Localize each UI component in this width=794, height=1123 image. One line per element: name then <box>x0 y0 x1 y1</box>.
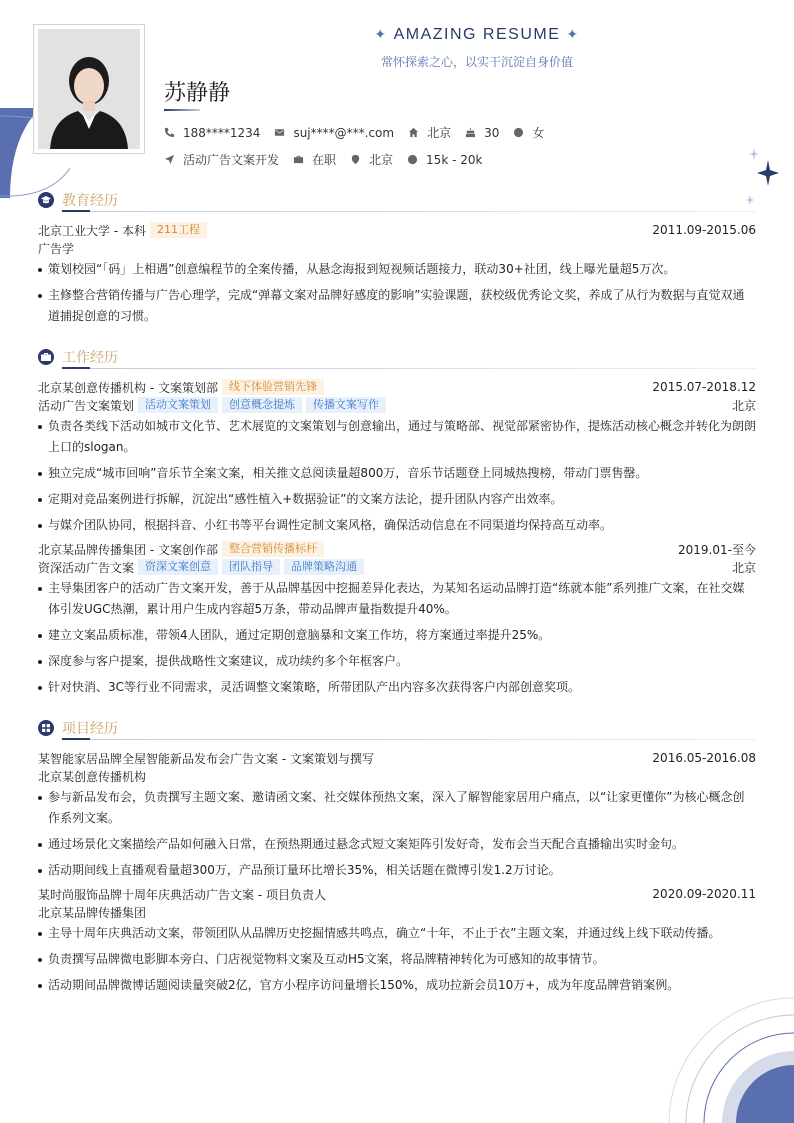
project-name: 某智能家居品牌全屋智能新品发布会广告文案 - 文案策划与撰写 <box>38 751 374 766</box>
face-icon <box>513 127 524 138</box>
resume-header-title <box>0 26 794 44</box>
age-info <box>465 126 499 140</box>
mail-icon <box>274 127 285 138</box>
briefcase-icon <box>38 349 54 365</box>
city-text: 北京 <box>427 126 452 140</box>
list-item: 负责撰写品牌微电影脚本旁白、门店视觉物料文案及互动H5文案，将品牌精神转化为可感知的故事情节。 <box>38 949 756 970</box>
email-text: suj****@***.com <box>293 125 395 140</box>
list-item: 主导十周年庆典活动文案，带领团队从品牌历史挖掘情感共鸣点，确立“十年，不止于衣”主题文案，并通过线上线下联动传播。 <box>38 923 756 944</box>
section-education-label: 教育经历 <box>62 193 118 209</box>
work-date: 2019.01-至今 <box>678 542 756 557</box>
location-pin-icon <box>350 154 361 165</box>
section-divider <box>62 739 756 740</box>
target-city-text: 北京 <box>369 153 394 167</box>
briefcase-icon <box>293 154 304 165</box>
list-item: 活动期间线上直播观看量超300万，产品预订量环比增长35%，相关话题在微博引发1.2万讨论。 <box>38 860 756 881</box>
skill-tag: 活动文案策划 <box>138 397 218 413</box>
target-city-info <box>350 151 393 168</box>
work-location: 北京 <box>731 560 756 575</box>
list-item: 策划校园“「码」上相遇”创意编程节的全案传播，从悬念海报到短视频话题接力，联动30+社团，线上曝光量超5万次。 <box>38 259 756 280</box>
money-icon <box>407 154 418 165</box>
list-item: 建立文案品质标准，带领4人团队，通过定期创意脑暴和文案工作坊，将方案通过率提升25%。 <box>38 625 756 646</box>
work-location: 北京 <box>731 398 756 413</box>
company-name: 北京某品牌传播集团 - 文案创作部 <box>38 542 218 557</box>
work-date: 2015.07-2018.12 <box>652 380 756 394</box>
phone-icon <box>164 127 175 138</box>
education-date: 2011.09-2015.06 <box>652 223 756 237</box>
star-icon: ✦ <box>374 26 388 42</box>
section-education-title <box>38 190 756 210</box>
work-entry-2 <box>38 540 756 703</box>
salary-info <box>407 153 482 167</box>
section-work-title <box>38 347 756 367</box>
company-name: 北京某创意传播机构 - 文案策划部 <box>38 380 218 395</box>
cake-icon <box>465 127 476 138</box>
job-info-row <box>164 151 496 168</box>
section-projects-label: 项目经历 <box>62 721 118 737</box>
header-title-text: AMAZING RESUME <box>393 26 561 43</box>
company-badge: 线下体验营销先锋 <box>222 379 324 395</box>
skill-tag: 传播文案写作 <box>306 397 386 413</box>
section-work-label: 工作经历 <box>62 350 118 366</box>
list-item: 参与新品发布会，负责撰写主题文案、邀请函文案、社交媒体预热文案，深入了解智能家居用户痛点，以“让家更懂你”为核心概念创作系列文案。 <box>38 787 756 829</box>
project-date: 2016.05-2016.08 <box>652 751 756 765</box>
email-info <box>274 126 394 140</box>
status-text: 在职 <box>312 153 337 167</box>
list-item: 主修整合营销传播与广告心理学，完成“弹幕文案对品牌好感度的影响”实验课题，获校级优秀论文奖，养成了从行为数据与直觉双通道捕捉创意的习惯。 <box>38 285 756 327</box>
skill-tag: 创意概念提炼 <box>222 397 302 413</box>
skill-tag: 品牌策略沟通 <box>284 559 364 575</box>
project-date: 2020.09-2020.11 <box>652 887 756 901</box>
list-item: 活动期间品牌微博话题阅读量突破2亿，官方小程序访问量增长150%，成功拉新会员10万+，成为年度品牌营销案例。 <box>38 975 756 996</box>
list-item: 主导集团客户的活动广告文案开发，善于从品牌基因中挖掘差异化表达，为某知名运动品牌打造“练就本能”系列推广文案，在社交媒体引发UGC热潮，累计用户生成内容超5万条，带动品牌声量指数提升40%。 <box>38 578 756 620</box>
target-job-info <box>164 151 279 168</box>
company-badge: 整合营销传播标杆 <box>222 541 324 557</box>
skill-tag: 资深文案创意 <box>138 559 218 575</box>
project-org: 北京某创意传播机构 <box>38 769 147 784</box>
list-item: 独立完成“城市回响”音乐节全案文案，相关推文总阅读量超800万，音乐节话题登上同城热搜榜，带动门票售罄。 <box>38 463 756 484</box>
gender-info <box>513 124 544 141</box>
major: 广告学 <box>38 241 75 256</box>
section-divider <box>62 211 756 212</box>
school-tag: 211工程 <box>150 222 207 238</box>
job-role: 资深活动广告文案 <box>38 560 135 575</box>
list-item: 针对快消、3C等行业不同需求，灵活调整文案策略，所带团队产出内容多次获得客户内部创意奖项。 <box>38 677 756 698</box>
project-org: 北京某品牌传播集团 <box>38 905 147 920</box>
star-icon: ✦ <box>566 26 580 42</box>
list-item: 与媒介团队协同，根据抖音、小红书等平台调性定制文案风格，确保活动信息在不同渠道均保持高互动率。 <box>38 515 756 536</box>
skill-tag: 团队指导 <box>222 559 280 575</box>
avatar <box>38 29 140 149</box>
project-name: 某时尚服饰品牌十周年庆典活动广告文案 - 项目负责人 <box>38 887 326 902</box>
city-info <box>408 124 451 141</box>
candidate-name: 苏静静 <box>164 81 231 106</box>
job-role: 活动广告文案策划 <box>38 398 135 413</box>
education-entry <box>38 221 756 332</box>
phone-text: 188****1234 <box>183 125 261 140</box>
name-underline <box>164 109 200 111</box>
work-entry-1 <box>38 378 756 541</box>
send-icon <box>164 154 175 165</box>
target-job-text: 活动广告文案开发 <box>183 153 280 167</box>
list-item: 通过场景化文案描绘产品如何融入日常，在预热期通过悬念式短文案矩阵引发好奇，发布会当天配合直播输出实时金句。 <box>38 834 756 855</box>
list-item: 深度参与客户提案，提供战略性文案建议，成功续约多个年框客户。 <box>38 651 756 672</box>
salary-text: 15k - 20k <box>426 152 483 167</box>
home-icon <box>408 127 419 138</box>
list-item: 负责各类线下活动如城市文化节、艺术展览的文案策划与创意输出，通过与策略部、视觉部紧密协作，提炼活动核心概念并转化为朗朗上口的slogan。 <box>38 416 756 458</box>
graduation-cap-icon <box>38 192 54 208</box>
gender-text: 女 <box>532 126 545 140</box>
list-item: 定期对竞品案例进行拆解，沉淀出“感性植入+数据验证”的文案方法论，提升团队内容产出效率。 <box>38 489 756 510</box>
section-projects-title <box>38 718 756 738</box>
grid-icon <box>38 720 54 736</box>
age-text: 30 <box>484 125 500 140</box>
phone-info <box>164 126 260 140</box>
school-name: 北京工业大学 - 本科 <box>38 223 146 238</box>
section-divider <box>62 368 756 369</box>
resume-motto: 常怀探索之心，以实干沉淀自身价值 <box>380 55 573 69</box>
project-entry-2 <box>38 885 756 1001</box>
project-entry-1 <box>38 749 756 886</box>
decorative-circles-corner <box>664 993 794 1123</box>
status-info <box>293 151 336 168</box>
contact-info-row <box>164 124 558 141</box>
